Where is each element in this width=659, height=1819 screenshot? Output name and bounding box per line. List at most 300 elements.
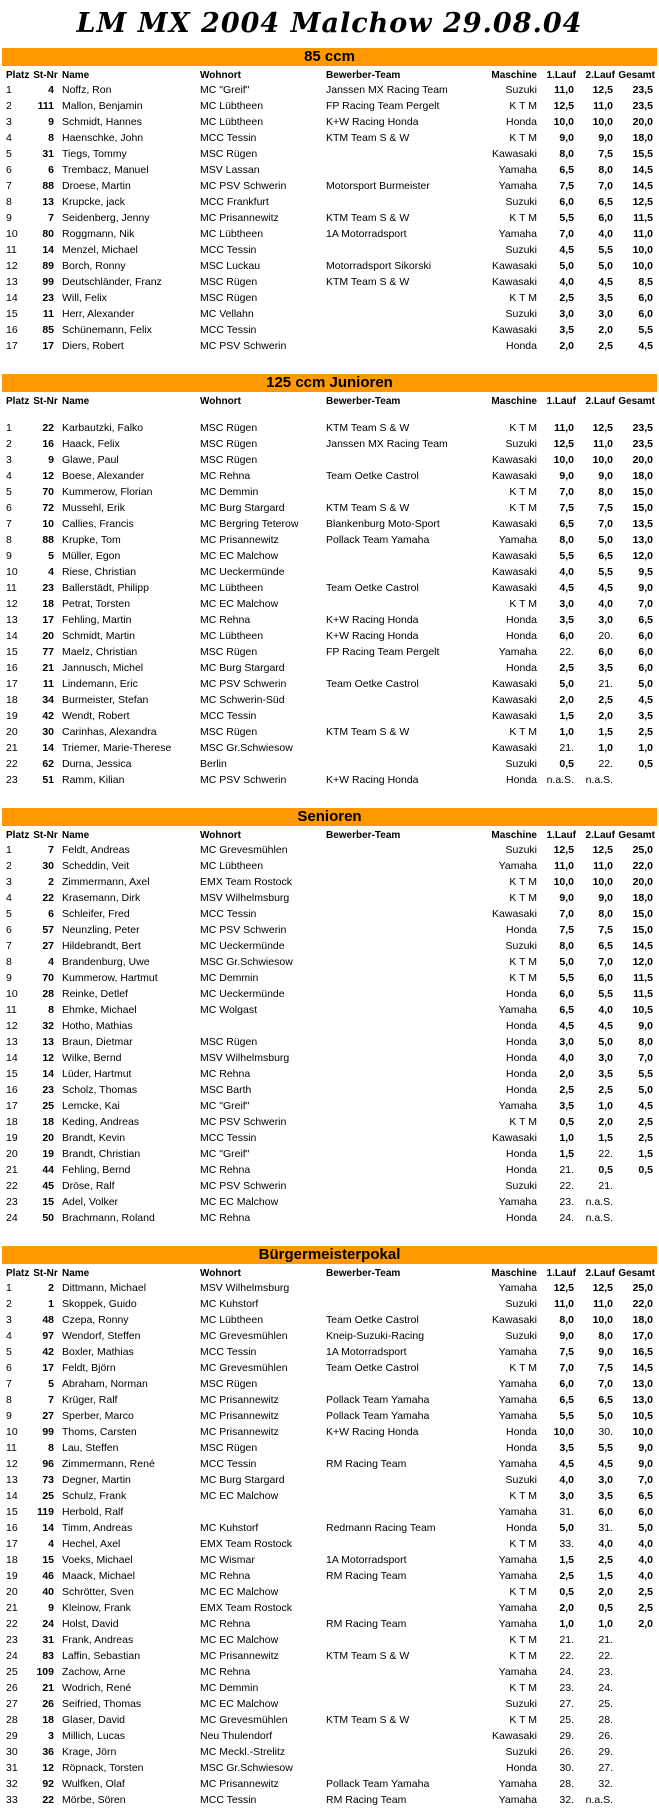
cell-platz: 15 [6, 1068, 18, 1080]
cell-wohnort: MSC Rügen [200, 438, 258, 450]
cell-wohnort: EMX Team Rostock [200, 876, 293, 888]
cell-lauf1: 5,0 [559, 260, 574, 272]
cell-name: Fehling, Bernd [62, 1164, 131, 1176]
cell-team: FP Racing Team Pergelt [326, 100, 440, 112]
cell-maschine: Yamaha [498, 1004, 537, 1016]
cell-wohnort: MC Grevesmühlen [200, 1714, 288, 1726]
cell-platz: 2 [6, 100, 12, 112]
cell-platz: 3 [6, 454, 12, 466]
cell-wohnort: MC Lübtheen [200, 582, 264, 594]
cell-maschine: Honda [506, 662, 537, 674]
cell-maschine: Honda [506, 1036, 537, 1048]
cell-gesamt: 5,0 [638, 1522, 653, 1534]
cell-platz: 14 [6, 292, 18, 304]
cell-lauf1: 4,5 [559, 582, 574, 594]
cell-lauf2: 10,0 [592, 454, 613, 466]
cell-platz: 6 [6, 164, 12, 176]
cell-team [326, 1376, 484, 1392]
cell-lauf1: 6,0 [559, 196, 574, 208]
cell-team [326, 1664, 484, 1680]
cell-gesamt: 15,0 [632, 502, 653, 514]
cell-lauf1: 12,5 [553, 1282, 574, 1294]
cell-platz: 23 [6, 1196, 18, 1208]
cell-lauf2: 5,0 [598, 260, 613, 272]
cell-gesamt: 2,5 [638, 726, 653, 738]
cell-lauf2: 1,0 [598, 1100, 613, 1112]
cell-gesamt: 5,0 [638, 1084, 653, 1096]
cell-gesamt: 17,0 [632, 1330, 653, 1342]
results-section [2, 808, 657, 1226]
cell-platz: 17 [6, 340, 18, 352]
cell-lauf2: 6,0 [598, 972, 613, 984]
cell-team: KTM Team S & W [326, 1650, 410, 1662]
cell-maschine: Honda [506, 630, 537, 642]
cell-lauf2: 7,0 [598, 518, 613, 530]
cell-lauf2: 31. [598, 1522, 613, 1534]
cell-lauf1: 3,0 [559, 1036, 574, 1048]
cell-wohnort: MC PSV Schwerin [200, 774, 287, 786]
cell-wohnort: MC PSV Schwerin [200, 924, 287, 936]
cell-lauf2: 10,0 [592, 116, 613, 128]
cell-lauf1: 23. [559, 1682, 574, 1694]
cell-name: Herr, Alexander [62, 308, 135, 320]
cell-team [326, 756, 484, 772]
cell-platz: 21 [6, 1602, 18, 1614]
cell-wohnort: MC Lübtheen [200, 860, 264, 872]
cell-wohnort: Neu Thulendorf [200, 1730, 273, 1742]
column-header-wohnort: Wohnort [200, 69, 241, 81]
cell-name: Droese, Martin [62, 180, 131, 192]
cell-platz: 7 [6, 1378, 12, 1390]
cell-lauf2: 7,5 [598, 924, 613, 936]
table-row [2, 290, 657, 306]
cell-gesamt: 4,0 [638, 1570, 653, 1582]
cell-lauf1: 4,5 [559, 1458, 574, 1470]
cell-gesamt: 4,0 [638, 1538, 653, 1550]
cell-wohnort: MC "Greif" [200, 84, 250, 96]
cell-name: Fehling, Martin [62, 614, 132, 626]
cell-name: Brandenburg, Uwe [62, 956, 150, 968]
cell-lauf2: 24. [598, 1682, 613, 1694]
cell-wohnort: MC PSV Schwerin [200, 678, 287, 690]
cell-gesamt: 6,0 [638, 662, 653, 674]
cell-team [326, 922, 484, 938]
cell-platz: 9 [6, 972, 12, 984]
cell-maschine: Kawasaki [492, 324, 537, 336]
cell-name: Krage, Jörn [62, 1746, 117, 1758]
table-row [2, 612, 657, 628]
cell-platz: 19 [6, 1132, 18, 1144]
cell-gesamt: 23,5 [632, 438, 653, 450]
cell-platz: 10 [6, 988, 18, 1000]
table-row [2, 1760, 657, 1776]
cell-team [326, 692, 484, 708]
cell-start-number: 10 [42, 518, 54, 530]
cell-lauf1: 33. [559, 1538, 574, 1550]
table-row [2, 516, 657, 532]
cell-team [326, 906, 484, 922]
cell-team [326, 1504, 484, 1520]
cell-start-number: 80 [42, 228, 54, 240]
table-row [2, 858, 657, 874]
cell-name: Zimmermann, Axel [62, 876, 150, 888]
cell-maschine: Honda [506, 1068, 537, 1080]
cell-team [326, 564, 484, 580]
cell-lauf2: 2,5 [598, 694, 613, 706]
cell-name: Czepa, Ronny [62, 1314, 129, 1326]
cell-team [326, 660, 484, 676]
cell-lauf1: 5,0 [559, 678, 574, 690]
cell-maschine: Yamaha [498, 1394, 537, 1406]
cell-start-number: 27 [42, 1410, 54, 1422]
cell-name: Millich, Lucas [62, 1730, 126, 1742]
cell-maschine: Yamaha [498, 1618, 537, 1630]
cell-team: FP Racing Team Pergelt [326, 646, 440, 658]
cell-team [326, 986, 484, 1002]
cell-start-number: 13 [42, 1036, 54, 1048]
cell-name: Braun, Dietmar [62, 1036, 133, 1048]
table-row [2, 338, 657, 354]
table-row [2, 1296, 657, 1312]
cell-platz: 30 [6, 1746, 18, 1758]
cell-maschine: Suzuki [505, 1330, 537, 1342]
cell-lauf1: 7,5 [559, 180, 574, 192]
cell-platz: 18 [6, 1116, 18, 1128]
cell-maschine: K T M [509, 726, 537, 738]
cell-maschine: Kawasaki [492, 694, 537, 706]
cell-wohnort: MC Rehna [200, 1570, 251, 1582]
cell-start-number: 85 [42, 324, 54, 336]
column-header-platz: Platz [6, 829, 30, 841]
cell-team [326, 1488, 484, 1504]
cell-platz: 8 [6, 956, 12, 968]
cell-gesamt: 4,0 [638, 1554, 653, 1566]
cell-name: Herbold, Ralf [62, 1506, 124, 1518]
table-row [2, 1392, 657, 1408]
table-row [2, 1114, 657, 1130]
cell-wohnort: MC Rehna [200, 614, 251, 626]
cell-maschine: Honda [506, 1020, 537, 1032]
cell-team: Motorsport Burmeister [326, 180, 430, 192]
cell-wohnort: MSV Lassan [200, 164, 260, 176]
cell-maschine: Honda [506, 924, 537, 936]
table-row [2, 1648, 657, 1664]
cell-platz: 9 [6, 212, 12, 224]
cell-team [326, 740, 484, 756]
cell-team [326, 708, 484, 724]
cell-team [326, 1584, 484, 1600]
cell-platz: 2 [6, 438, 12, 450]
cell-lauf2: 5,5 [598, 566, 613, 578]
column-header-lauf2: 2.Lauf [585, 69, 615, 81]
cell-team [326, 338, 484, 354]
cell-start-number: 6 [48, 908, 54, 920]
cell-team [326, 1728, 484, 1744]
cell-wohnort: MC Lübtheen [200, 116, 264, 128]
column-header-maschine: Maschine [491, 395, 537, 407]
cell-team [326, 938, 484, 954]
cell-team: RM Racing Team [326, 1570, 407, 1582]
cell-lauf2: 3,0 [598, 1052, 613, 1064]
cell-start-number: 14 [42, 742, 54, 754]
cell-gesamt [617, 1680, 657, 1696]
cell-maschine: Yamaha [498, 860, 537, 872]
cell-lauf2: 10,0 [592, 1314, 613, 1326]
cell-platz: 11 [6, 1004, 17, 1016]
cell-name: Krupke, Tom [62, 534, 121, 546]
cell-start-number: 2 [48, 876, 54, 888]
cell-wohnort: MC Burg Stargard [200, 662, 285, 674]
cell-name: Carinhas, Alexandra [62, 726, 157, 738]
cell-start-number: 17 [42, 1362, 54, 1374]
cell-name: Hechel, Axel [62, 1538, 121, 1550]
cell-name: Scheddin, Veit [62, 860, 130, 872]
cell-maschine: Honda [506, 774, 537, 786]
cell-wohnort: EMX Team Rostock [200, 1602, 293, 1614]
cell-name: Haack, Felix [62, 438, 120, 450]
cell-wohnort: MC Prisannewitz [200, 1394, 279, 1406]
cell-wohnort: MC Ueckermünde [200, 566, 285, 578]
cell-start-number: 20 [42, 1132, 54, 1144]
cell-wohnort: MSC Rügen [200, 1036, 258, 1048]
cell-maschine: Suzuki [505, 244, 537, 256]
cell-team [326, 306, 484, 322]
cell-lauf1: 4,0 [559, 276, 574, 288]
page-title: LM MX 2004 Malchow 29.08.04 [76, 8, 583, 39]
table-row [2, 1376, 657, 1392]
cell-lauf1: 9,0 [559, 1330, 574, 1342]
cell-platz: 5 [6, 486, 12, 498]
cell-maschine: Suzuki [505, 438, 537, 450]
section-title: 125 ccm Junioren [2, 374, 657, 392]
cell-name: Borch, Ronny [62, 260, 126, 272]
cell-wohnort [200, 1018, 326, 1034]
cell-gesamt: 20,0 [632, 876, 653, 888]
table-row [2, 1328, 657, 1344]
cell-team: KTM Team S & W [326, 1714, 410, 1726]
table-row [2, 676, 657, 692]
cell-maschine: K T M [509, 1586, 537, 1598]
table-row [2, 210, 657, 226]
cell-lauf2: 6,5 [598, 1394, 613, 1406]
cell-platz: 20 [6, 726, 18, 738]
cell-lauf2: 7,0 [598, 956, 613, 968]
column-header-start-number: St-Nr [33, 1267, 58, 1279]
cell-lauf2: 9,0 [598, 470, 613, 482]
cell-wohnort: MC PSV Schwerin [200, 1180, 287, 1192]
cell-start-number: 23 [42, 292, 54, 304]
column-header-lauf2: 2.Lauf [585, 829, 615, 841]
cell-start-number: 109 [36, 1666, 54, 1678]
cell-lauf2: 6,0 [598, 1506, 613, 1518]
cell-maschine: Suzuki [505, 844, 537, 856]
cell-team [326, 194, 484, 210]
cell-platz: 6 [6, 1362, 12, 1374]
column-header-team: Bewerber-Team [326, 69, 401, 81]
cell-platz: 1 [6, 1282, 12, 1294]
cell-maschine: Suzuki [505, 1180, 537, 1192]
cell-start-number: 23 [42, 582, 54, 594]
cell-team [326, 548, 484, 564]
table-row [2, 114, 657, 130]
cell-maschine: Yamaha [498, 1196, 537, 1208]
cell-name: Mörbe, Sören [62, 1794, 126, 1806]
cell-gesamt: 1,0 [638, 742, 653, 754]
cell-lauf1: 6,5 [559, 164, 574, 176]
cell-team [326, 322, 484, 338]
cell-lauf1: 2,0 [559, 1068, 574, 1080]
cell-lauf2: 30. [598, 1426, 613, 1438]
cell-gesamt: 11,5 [633, 212, 653, 224]
cell-lauf2: 3,5 [598, 1068, 613, 1080]
table-row [2, 842, 657, 858]
cell-lauf1: 1,5 [559, 710, 574, 722]
cell-maschine: Honda [506, 1212, 537, 1224]
table-row [2, 1776, 657, 1792]
cell-name: Scholz, Thomas [62, 1084, 138, 1096]
cell-platz: 22 [6, 1618, 18, 1630]
cell-start-number: 4 [48, 1538, 54, 1550]
cell-start-number: 51 [42, 774, 54, 786]
cell-name: Röpnack, Torsten [62, 1762, 144, 1774]
cell-lauf2: 21. [598, 678, 613, 690]
cell-team: Team Oetke Castrol [326, 1362, 419, 1374]
cell-maschine: Yamaha [498, 1602, 537, 1614]
cell-start-number: 7 [48, 212, 54, 224]
cell-name: Seidenberg, Jenny [62, 212, 150, 224]
cell-start-number: 92 [42, 1778, 54, 1790]
cell-platz: 23 [6, 1634, 18, 1646]
cell-start-number: 12 [42, 1052, 54, 1064]
cell-name: Seifried, Thomas [62, 1698, 142, 1710]
cell-start-number: 8 [48, 132, 54, 144]
cell-platz: 4 [6, 132, 12, 144]
cell-team: Team Oetke Castrol [326, 678, 419, 690]
cell-name: Petrat, Torsten [62, 598, 131, 610]
cell-team: K+W Racing Honda [326, 116, 419, 128]
cell-name: Schmidt, Hannes [62, 116, 142, 128]
cell-team: KTM Team S & W [326, 422, 410, 434]
cell-name: Deutschländer, Franz [62, 276, 162, 288]
cell-name: Hildebrandt, Bert [62, 940, 141, 952]
table-row [2, 692, 657, 708]
cell-lauf1: 5,0 [559, 956, 574, 968]
cell-gesamt: 12,0 [632, 550, 653, 562]
cell-platz: 13 [6, 1036, 18, 1048]
cell-lauf2: 4,5 [598, 1458, 613, 1470]
cell-wohnort: MC EC Malchow [200, 1490, 279, 1502]
cell-team: Blankenburg Moto-Sport [326, 518, 440, 530]
cell-platz: 6 [6, 502, 12, 514]
cell-start-number: 30 [42, 726, 54, 738]
cell-team [326, 1744, 484, 1760]
table-row [2, 1360, 657, 1376]
cell-gesamt: 23,5 [632, 422, 653, 434]
cell-team [326, 1050, 484, 1066]
cell-platz: 13 [6, 1474, 18, 1486]
cell-lauf2: 10,0 [592, 876, 613, 888]
cell-start-number: 3 [48, 1730, 54, 1742]
table-row [2, 890, 657, 906]
cell-wohnort: MSC Luckau [200, 260, 261, 272]
cell-platz: 28 [6, 1714, 18, 1726]
cell-gesamt: 0,5 [638, 758, 653, 770]
cell-gesamt: 2,5 [638, 1586, 653, 1598]
cell-gesamt: 7,0 [638, 1052, 653, 1064]
cell-lauf2: n.a.S. [585, 1794, 613, 1806]
cell-start-number: 31 [42, 148, 54, 160]
cell-wohnort: MC Kuhstorf [200, 1522, 259, 1534]
table-row [2, 954, 657, 970]
cell-wohnort: MC PSV Schwerin [200, 1116, 287, 1128]
cell-name: Dröse, Ralf [62, 1180, 115, 1192]
results-table [2, 394, 657, 788]
cell-name: Kummerow, Hartmut [62, 972, 158, 984]
cell-gesamt: 10,5 [632, 1004, 653, 1016]
cell-start-number: 15 [42, 1554, 54, 1566]
table-row [2, 1584, 657, 1600]
cell-start-number: 12 [42, 470, 54, 482]
cell-lauf1: 6,5 [559, 1004, 574, 1016]
cell-maschine: Honda [506, 1522, 537, 1534]
cell-start-number: 88 [42, 534, 54, 546]
cell-lauf1: 5,0 [559, 1522, 574, 1534]
cell-lauf2: 7,5 [598, 502, 613, 514]
cell-start-number: 97 [42, 1330, 54, 1342]
cell-team: KTM Team S & W [326, 132, 410, 144]
cell-name: Haenschke, John [62, 132, 144, 144]
cell-start-number: 18 [42, 1714, 54, 1726]
table-row [2, 596, 657, 612]
table-row [2, 1712, 657, 1728]
cell-lauf1: 7,0 [559, 908, 574, 920]
cell-team: K+W Racing Honda [326, 774, 419, 786]
cell-team: Redmann Racing Team [326, 1522, 436, 1534]
cell-lauf2: 9,0 [598, 1346, 613, 1358]
table-row [2, 1280, 657, 1296]
column-header-lauf1: 1.Lauf [546, 1267, 576, 1279]
cell-maschine: Yamaha [498, 180, 537, 192]
cell-team: 1A Motorradsport [326, 228, 407, 240]
results-sections [0, 48, 659, 1808]
column-header-wohnort: Wohnort [200, 829, 241, 841]
cell-gesamt: 4,5 [638, 1100, 653, 1112]
cell-lauf1: 5,5 [559, 550, 574, 562]
cell-maschine: Suzuki [505, 196, 537, 208]
cell-name: Noffz, Ron [62, 84, 112, 96]
cell-gesamt [617, 1664, 657, 1680]
cell-name: Maack, Michael [62, 1570, 135, 1582]
cell-start-number: 6 [48, 164, 54, 176]
cell-wohnort: MCC Frankfurt [200, 196, 269, 208]
table-row [2, 724, 657, 740]
cell-start-number: 9 [48, 454, 54, 466]
cell-name: Glawe, Paul [62, 454, 119, 466]
cell-lauf2: 12,5 [592, 1282, 613, 1294]
cell-lauf2: 2,0 [598, 324, 613, 336]
cell-lauf1: 8,0 [559, 1314, 574, 1326]
cell-team: Pollack Team Yamaha [326, 1394, 430, 1406]
table-row [2, 1146, 657, 1162]
cell-lauf1: 3,0 [559, 1490, 574, 1502]
cell-platz: 23 [6, 774, 18, 786]
cell-lauf1: 11,0 [554, 422, 574, 434]
cell-name: Menzel, Michael [62, 244, 138, 256]
cell-platz: 5 [6, 148, 12, 160]
cell-lauf2: 4,5 [598, 276, 613, 288]
cell-gesamt: 15,0 [632, 908, 653, 920]
cell-gesamt: 15,5 [632, 148, 653, 160]
